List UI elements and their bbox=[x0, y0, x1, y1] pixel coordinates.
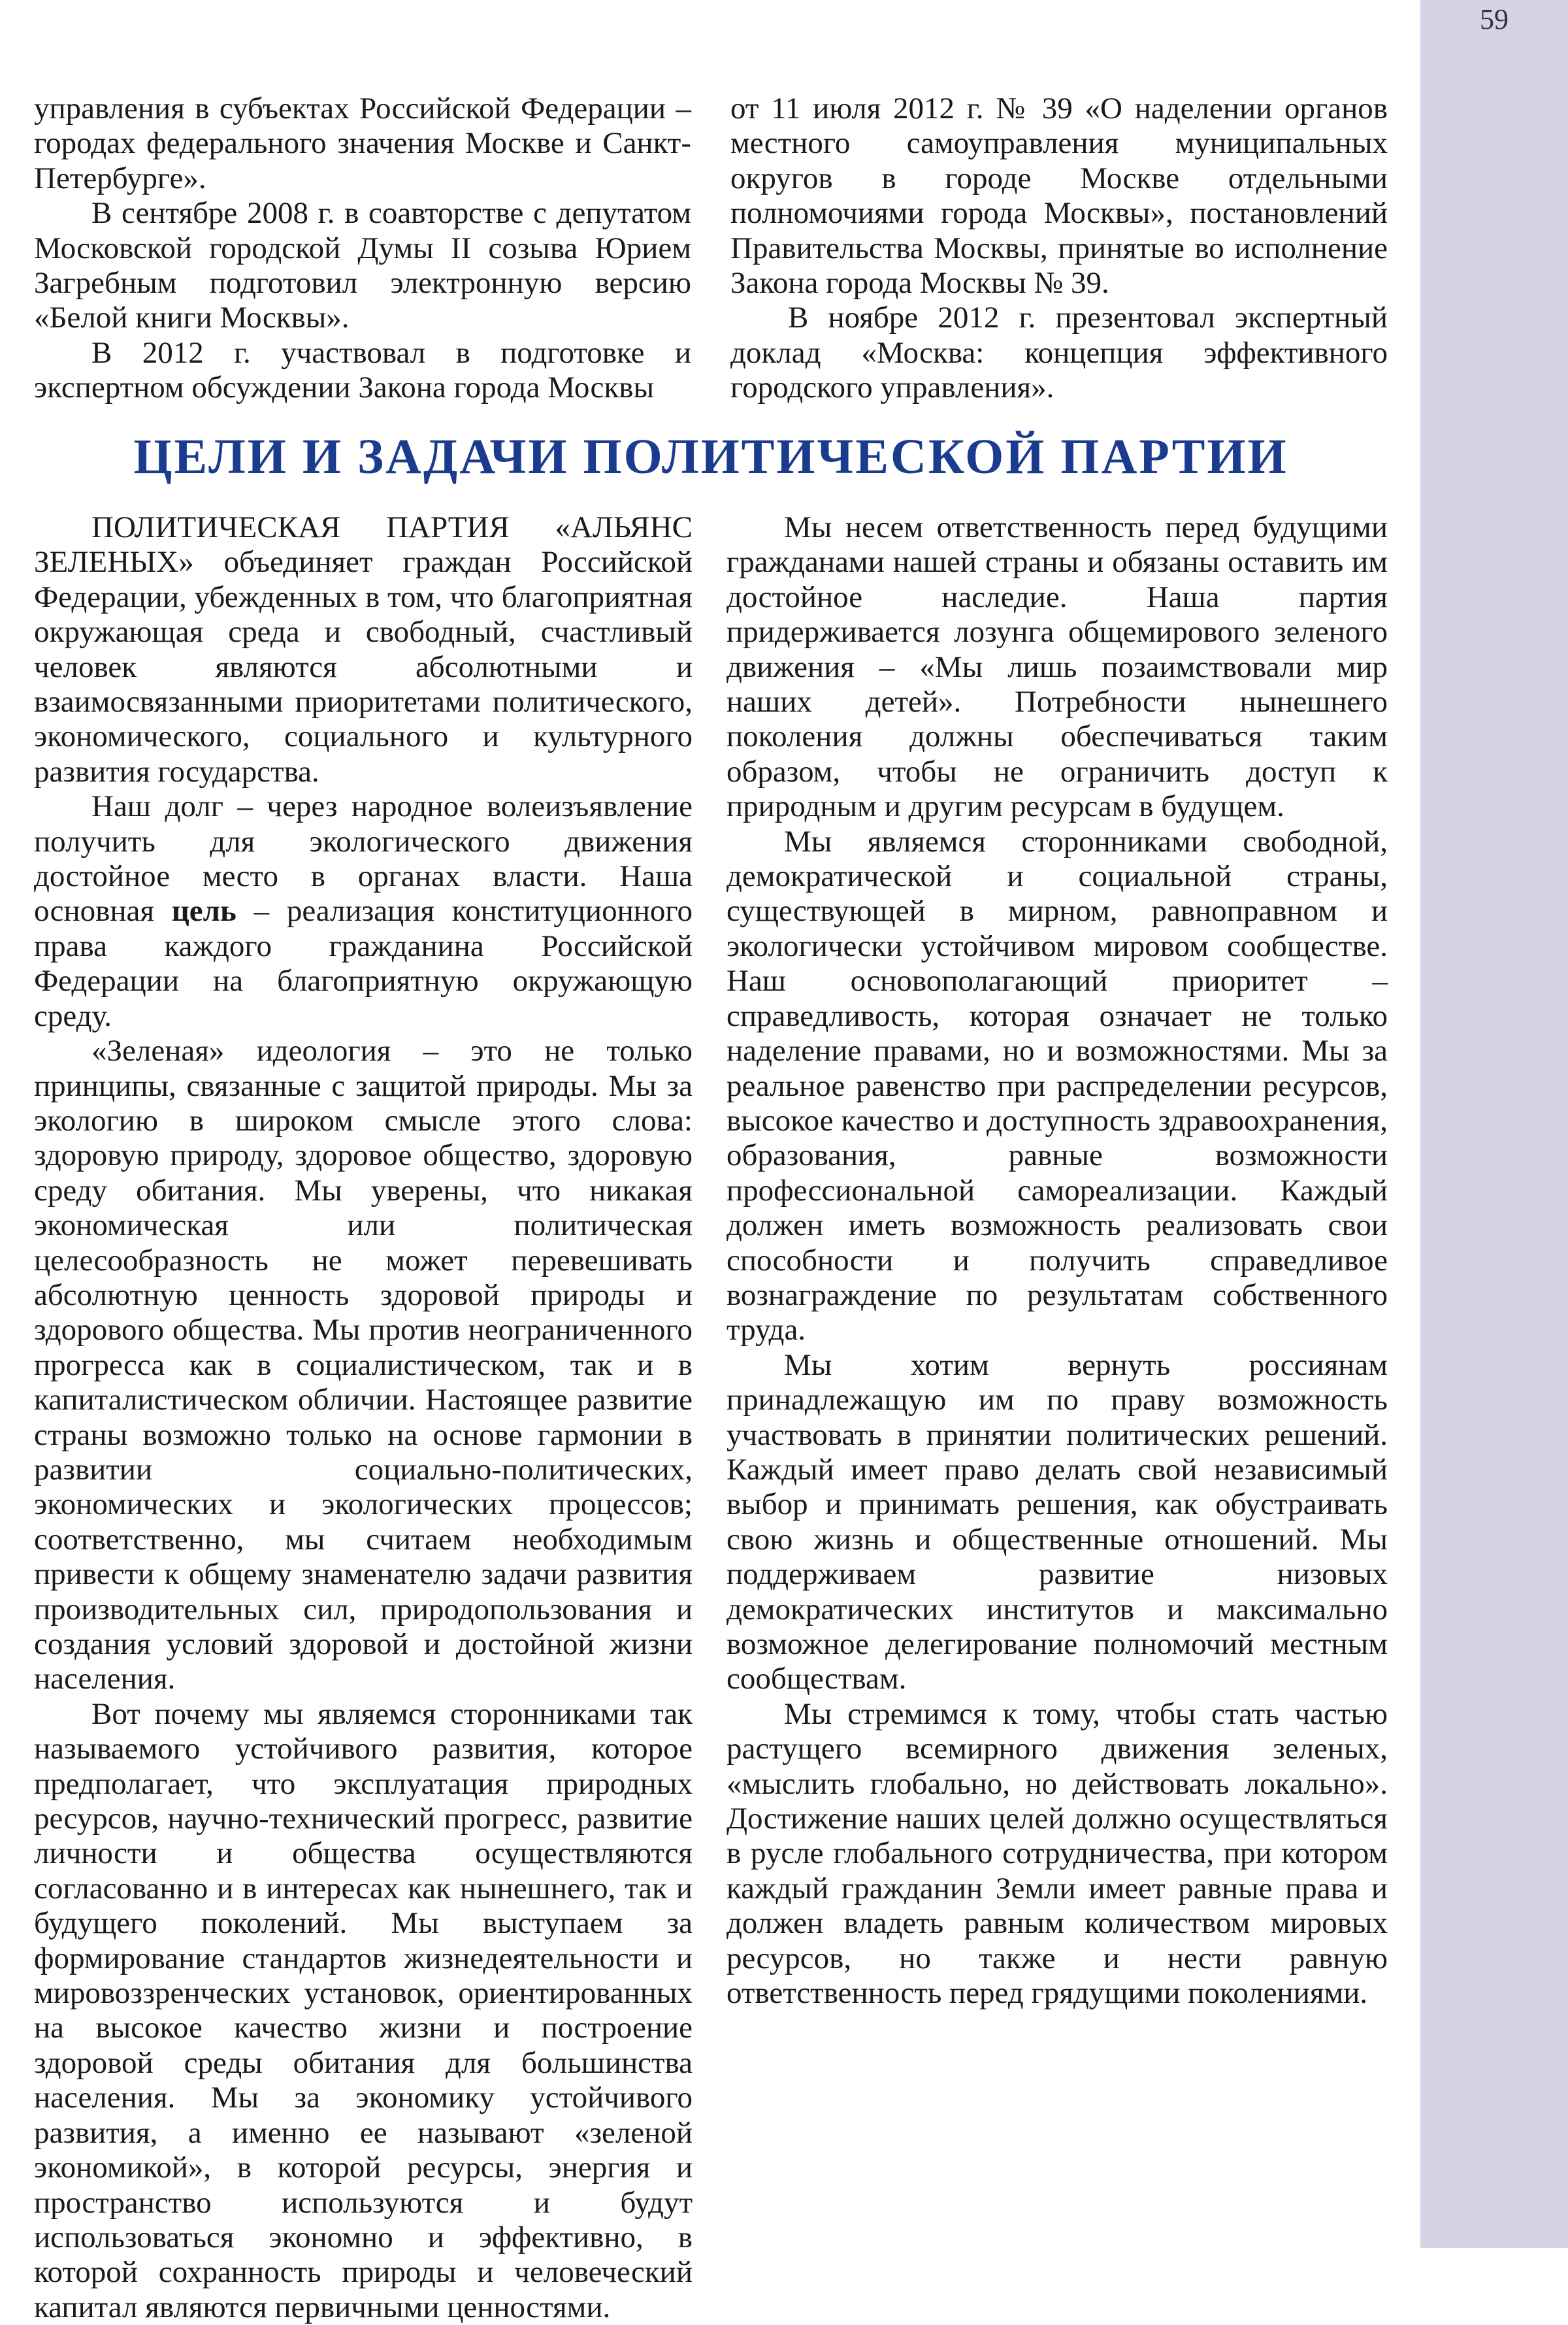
side-margin-strip bbox=[1420, 0, 1568, 2248]
paragraph: Мы являемся сторонниками свободной, демократической и социальной страны, существующей в мирном, равноправном и экологически устойчивом мировом сообществе. Наш основополагающий приоритет – справедливость, которая означает не только наделение правами, но и возможностями. Мы за реальное равенство при распределении ресурсов, высокое качество и доступность здравоохранения, образования, равные возможности профессиональной самореализации. Каждый должен иметь возможность реализовать свои способности и получить справедливое вознаграждение по результатам собственного труда. bbox=[727, 824, 1388, 1347]
text-run: Наш долг – через народное волеизъявление получить для экологического движения достойное место в органах власти. Наша основная bbox=[34, 789, 693, 929]
bottom-left-column bbox=[34, 510, 693, 2325]
paragraph: В сентябре 2008 г. в соавторстве с депутатом Московской городской Думы II созыва Юрием Загребным подготовил электронную версию «Белой книги Москвы». bbox=[34, 196, 691, 335]
paragraph bbox=[34, 789, 693, 1034]
paragraph: «Зеленая» идеология – это не только принципы, связанные с защитой природы. Мы за экологию в широком смысле этого слова: здоровую природу, здоровое общество, здоровую среду обитания. Мы уверены, что никакая экономическая или политическая целесообразность не может перевешивать абсолютную ценность здоровой природы и здорового общества. Мы против неограниченного прогресса как в социалистическом, так и в капиталистическом обличии. Настоящее развитие страны возможно только на основе гармонии в развитии социально-политических, экономических и экологических процессов; соответственно, мы считаем необходимым привести к общему знаменателю задачи развития производительных сил, природопользования и создания условий здоровой и достойной жизни населения. bbox=[34, 1034, 693, 1696]
text-run: – реализация конституционного права каждого гражданина Российской Федерации на благоприятную окружающую среду. bbox=[34, 894, 693, 1033]
paragraph: В ноябре 2012 г. презентовал экспертный доклад «Москва: концепция эффективного городского управления». bbox=[730, 301, 1388, 405]
paragraph: от 11 июля 2012 г. № 39 «О наделении органов местного самоуправления муниципальных округов в городе Москве отдельными полномочиями города Москвы», постановлений Правительства Москвы, принятые во исполнение Закона города Москвы № 39. bbox=[730, 91, 1388, 301]
section-title: ЦЕЛИ И ЗАДАЧИ ПОЛИТИЧЕСКОЙ ПАРТИИ bbox=[133, 429, 1288, 484]
paragraph: Мы хотим вернуть россиянам принадлежащую им по праву возможность участвовать в принятии политических решений. Каждый имеет право делать свой независимый выбор и принимать решения, как обустраивать свою жизнь и общественные отношений. Мы поддерживаем развитие низовых демократических институтов и максимально возможное делегирование полномочий местным сообществам. bbox=[727, 1347, 1388, 1696]
paragraph: ПОЛИТИЧЕСКАЯ ПАРТИЯ «АЛЬЯНС ЗЕЛЕНЫХ» объединяет граждан Российской Федерации, убежденных в том, что благоприятная окружающая среда и свободный, счастливый человек являются абсолютными и взаимосвязанными приоритетами политического, экономического, социального и культурного развития государства. bbox=[34, 510, 693, 789]
top-left-column bbox=[34, 91, 691, 406]
paragraph: Мы несем ответственность перед будущими гражданами нашей страны и обязаны оставить им достойное наследие. Наша партия придерживается лозунга общемирового зеленого движения – «Мы лишь позаимствовали мир наших детей». Потребности нынешнего поколения должны обеспечиваться таким образом, чтобы не ограничить доступ к природным и другим ресурсам в будущем. bbox=[727, 510, 1388, 824]
top-right-column bbox=[730, 91, 1388, 406]
bold-term: цель bbox=[171, 894, 237, 929]
page-number: 59 bbox=[1480, 3, 1509, 35]
paragraph: Мы стремимся к тому, чтобы стать частью растущего всемирного движения зеленых, «мыслить глобально, но действовать локально». Достижение наших целей должно осуществляться в русле глобального сотрудничества, при котором каждый гражданин Земли имеет равные права и должен владеть равным количеством мировых ресурсов, но также и нести равную ответственность перед грядущими поколениями. bbox=[727, 1696, 1388, 2011]
bottom-right-column bbox=[727, 510, 1388, 2011]
paragraph: В 2012 г. участвовал в подготовке и экспертном обсуждении Закона города Москвы bbox=[34, 335, 691, 405]
paragraph: Вот почему мы являемся сторонниками так называемого устойчивого развития, которое предполагает, что эксплуатация природных ресурсов, научно-технический прогресс, развитие личности и общества осуществляются согласованно и в интересах как нынешнего, так и будущего поколений. Мы выступаем за формирование стандартов жизнедеятельности и мировоззренческих установок, ориентированных на высокое качество жизни и построение здоровой среды обитания для большинства населения. Мы за экономику устойчивого развития, а именно ее называют «зеленой экономикой», в которой ресурсы, энергия и пространство используются и будут использоваться экономно и эффективно, в которой сохранность природы и человеческий капитал являются первичными ценностями. bbox=[34, 1696, 693, 2324]
paragraph: управления в субъектах Российской Федерации – городах федерального значения Москве и Санкт-Петербурге». bbox=[34, 91, 691, 195]
